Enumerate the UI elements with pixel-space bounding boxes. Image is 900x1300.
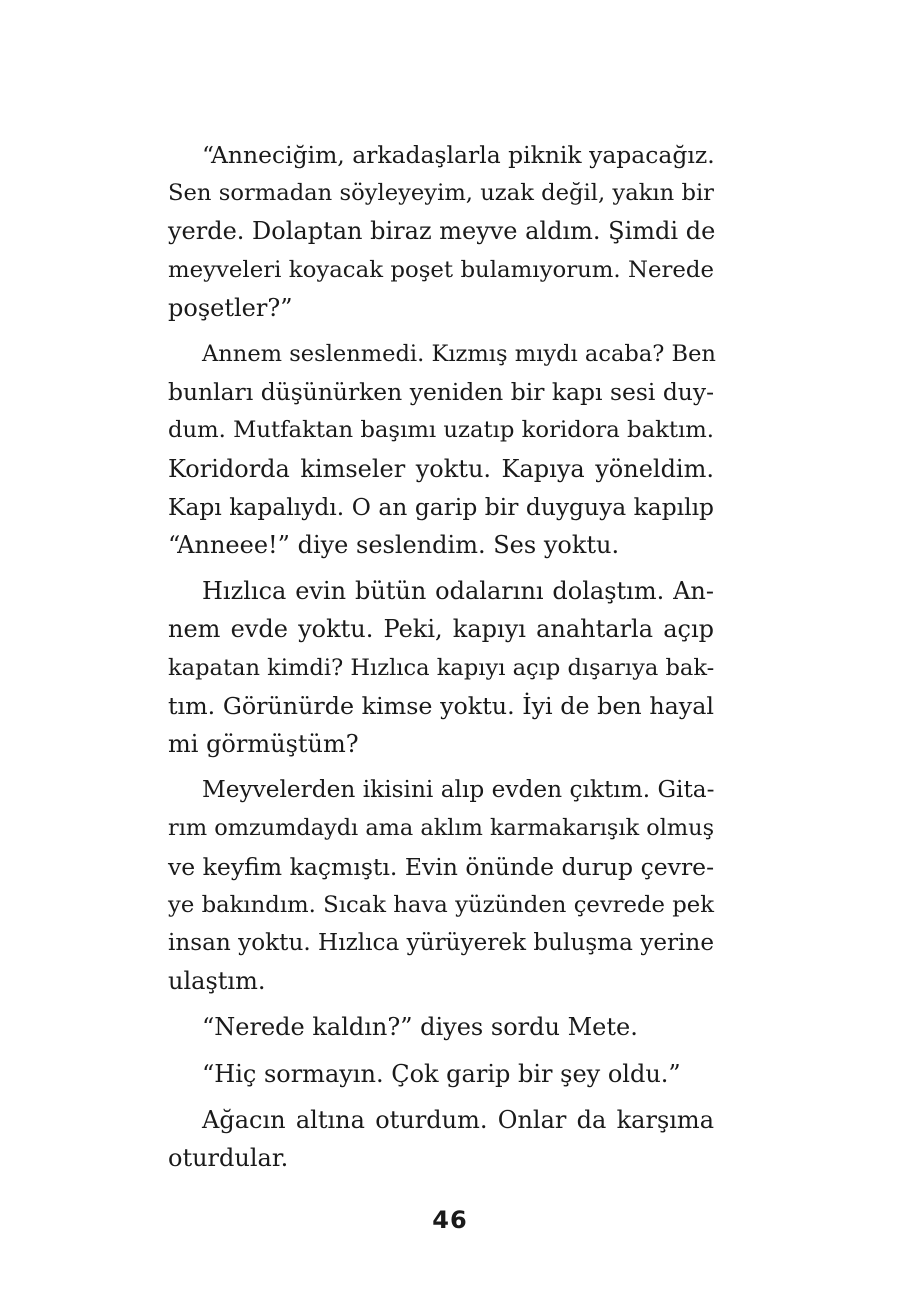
paragraph: [168, 771, 714, 1000]
paragraph: [168, 572, 714, 763]
text-line: ulaştım.: [168, 967, 266, 996]
text-line: “Hiç sormayın. Çok garip bir şey oldu.”: [202, 1059, 681, 1088]
text-line: ve keyfim kaçmıştı. Evin önünde durup çevre-: [168, 852, 715, 881]
text-line: Meyvelerden ikisini alıp evden çıktım. Gita-: [202, 776, 715, 804]
text-line: “Anneciğim, arkadaşlarla piknik yapacağız.: [202, 141, 715, 169]
text-line: Koridorda kimseler yoktu. Kapıya yöneldim.: [168, 454, 714, 483]
text-line: mi görmüştüm?: [168, 730, 359, 759]
page-number: 46: [432, 1206, 468, 1234]
text-line: poşetler?”: [168, 293, 293, 322]
text-line: rım omzumdaydı ama aklım karmakarışık olmuş: [168, 815, 715, 842]
paragraph: [168, 1101, 714, 1177]
text-line: meyveleri koyacak poşet bulamıyorum. Nerede: [168, 256, 714, 283]
text-line: bunları düşünürken yeniden bir kapı sesi duy-: [168, 378, 714, 407]
text-line: “Anneee!” diye seslendim. Ses yoktu.: [168, 531, 620, 560]
text-line: “Nerede kaldın?” diyes sordu Mete.: [202, 1013, 638, 1042]
paragraph: [168, 1008, 714, 1046]
text-line: ye bakındım. Sıcak hava yüzünden çevrede pek: [168, 891, 714, 918]
text-line: tım. Görünürde kimse yoktu. İyi de ben hayal: [168, 691, 714, 720]
text-line: insan yoktu. Hızlıca yürüyerek buluşma yerine: [168, 930, 714, 957]
text-line: dum. Mutfaktan başımı uzatıp koridora baktım.: [168, 417, 714, 444]
text-line: Hızlıca evin bütün odalarını dolaştım. An-: [202, 577, 714, 606]
paragraph: [168, 136, 714, 327]
text-line: Kapı kapalıydı. O an garip bir duyguya kapılıp: [168, 492, 714, 521]
text-line: Annem seslenmedi. Kızmış mıydı acaba? Ben: [202, 341, 716, 368]
text-line: nem evde yoktu. Peki, kapıyı anahtarla açıp: [168, 615, 714, 644]
text-line: yerde. Dolaptan biraz meyve aldım. Şimdi de: [168, 217, 716, 246]
text-line: Ağacın altına oturdum. Onlar da karşıma: [202, 1105, 714, 1134]
text-line: oturdular.: [168, 1144, 289, 1173]
paragraph: [168, 335, 714, 564]
text-line: kapatan kimdi? Hızlıca kapıyı açıp dışarıya bak-: [168, 654, 715, 681]
body-text: [168, 136, 714, 1185]
text-line: Sen sormadan söyleyeyim, uzak değil, yakın bir: [168, 180, 714, 207]
paragraph: [168, 1055, 714, 1093]
